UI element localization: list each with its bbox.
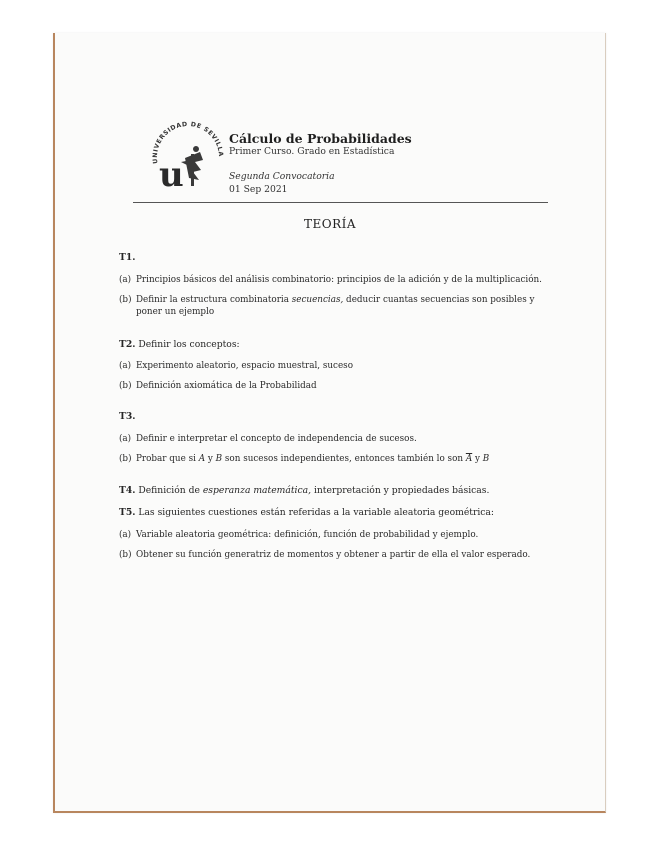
item-text: Definir la estructura combinatoria secuencias, deducir cuantas secuencias son posibles y poner un ejemplo xyxy=(136,295,535,317)
question-t3 xyxy=(119,411,135,423)
question-t1 xyxy=(119,252,135,264)
section-title: TEORÍA xyxy=(303,217,357,231)
item-label: (a) xyxy=(119,434,132,444)
university-seal-logo xyxy=(145,118,231,204)
item-label: (b) xyxy=(119,381,132,391)
question-t4: T4. Definición de esperanza matemática, interpretación y propiedades básicas. xyxy=(119,485,490,496)
item-label: (a) xyxy=(119,530,132,540)
item-label: (a) xyxy=(119,361,132,371)
exam-call: Segunda Convocatoria xyxy=(229,171,335,182)
item-text: Definición axiomática de la Probabilidad xyxy=(136,381,317,391)
svg-text:u: u xyxy=(159,155,184,195)
course-title: Cálculo de Probabilidades xyxy=(229,131,412,146)
question-label: T3. xyxy=(119,411,136,422)
item-label: (b) xyxy=(119,550,132,560)
t1-item-b xyxy=(119,294,559,320)
svg-text:UNIVERSIDAD DE SEVILLA: UNIVERSIDAD DE SEVILLA xyxy=(151,120,225,165)
item-label: (a) xyxy=(119,275,132,285)
question-label: T4. xyxy=(119,485,136,496)
question-t5 xyxy=(119,507,494,519)
question-text: Definir los conceptos: xyxy=(135,339,240,350)
question-text: Las siguientes cuestiones están referidas a la variable aleatoria geométrica: xyxy=(135,507,495,518)
question-label: T5. xyxy=(119,507,136,518)
item-text: Variable aleatoria geométrica: definición, función de probabilidad y ejemplo. xyxy=(136,530,479,540)
question-t2 xyxy=(119,339,240,351)
item-text: Probar que si A y B son sucesos independientes, entonces también lo son $\overline{A}$ y B xyxy=(136,454,490,464)
item-text: Obtener su función generatriz de momentos y obtener a partir de ella el valor esperado. xyxy=(136,550,531,560)
question-label: T2. xyxy=(119,339,136,350)
a-complement: $\overline{A}$ xyxy=(465,454,473,464)
item-label: (b) xyxy=(119,295,132,305)
exam-sheet xyxy=(53,33,606,813)
item-label: (b) xyxy=(119,454,132,464)
item-text: Definir e interpretar el concepto de independencia de sucesos. xyxy=(136,434,417,444)
question-label: T1. xyxy=(119,252,136,263)
item-text: Experimento aleatorio, espacio muestral, suceso xyxy=(136,361,353,371)
exam-date: 01 Sep 2021 xyxy=(229,184,288,195)
header-divider xyxy=(133,202,548,203)
course-subtitle: Primer Curso. Grado en Estadística xyxy=(229,146,395,157)
item-text: Principios básicos del análisis combinatorio: principios de la adición y de la multiplicación. xyxy=(136,275,542,285)
